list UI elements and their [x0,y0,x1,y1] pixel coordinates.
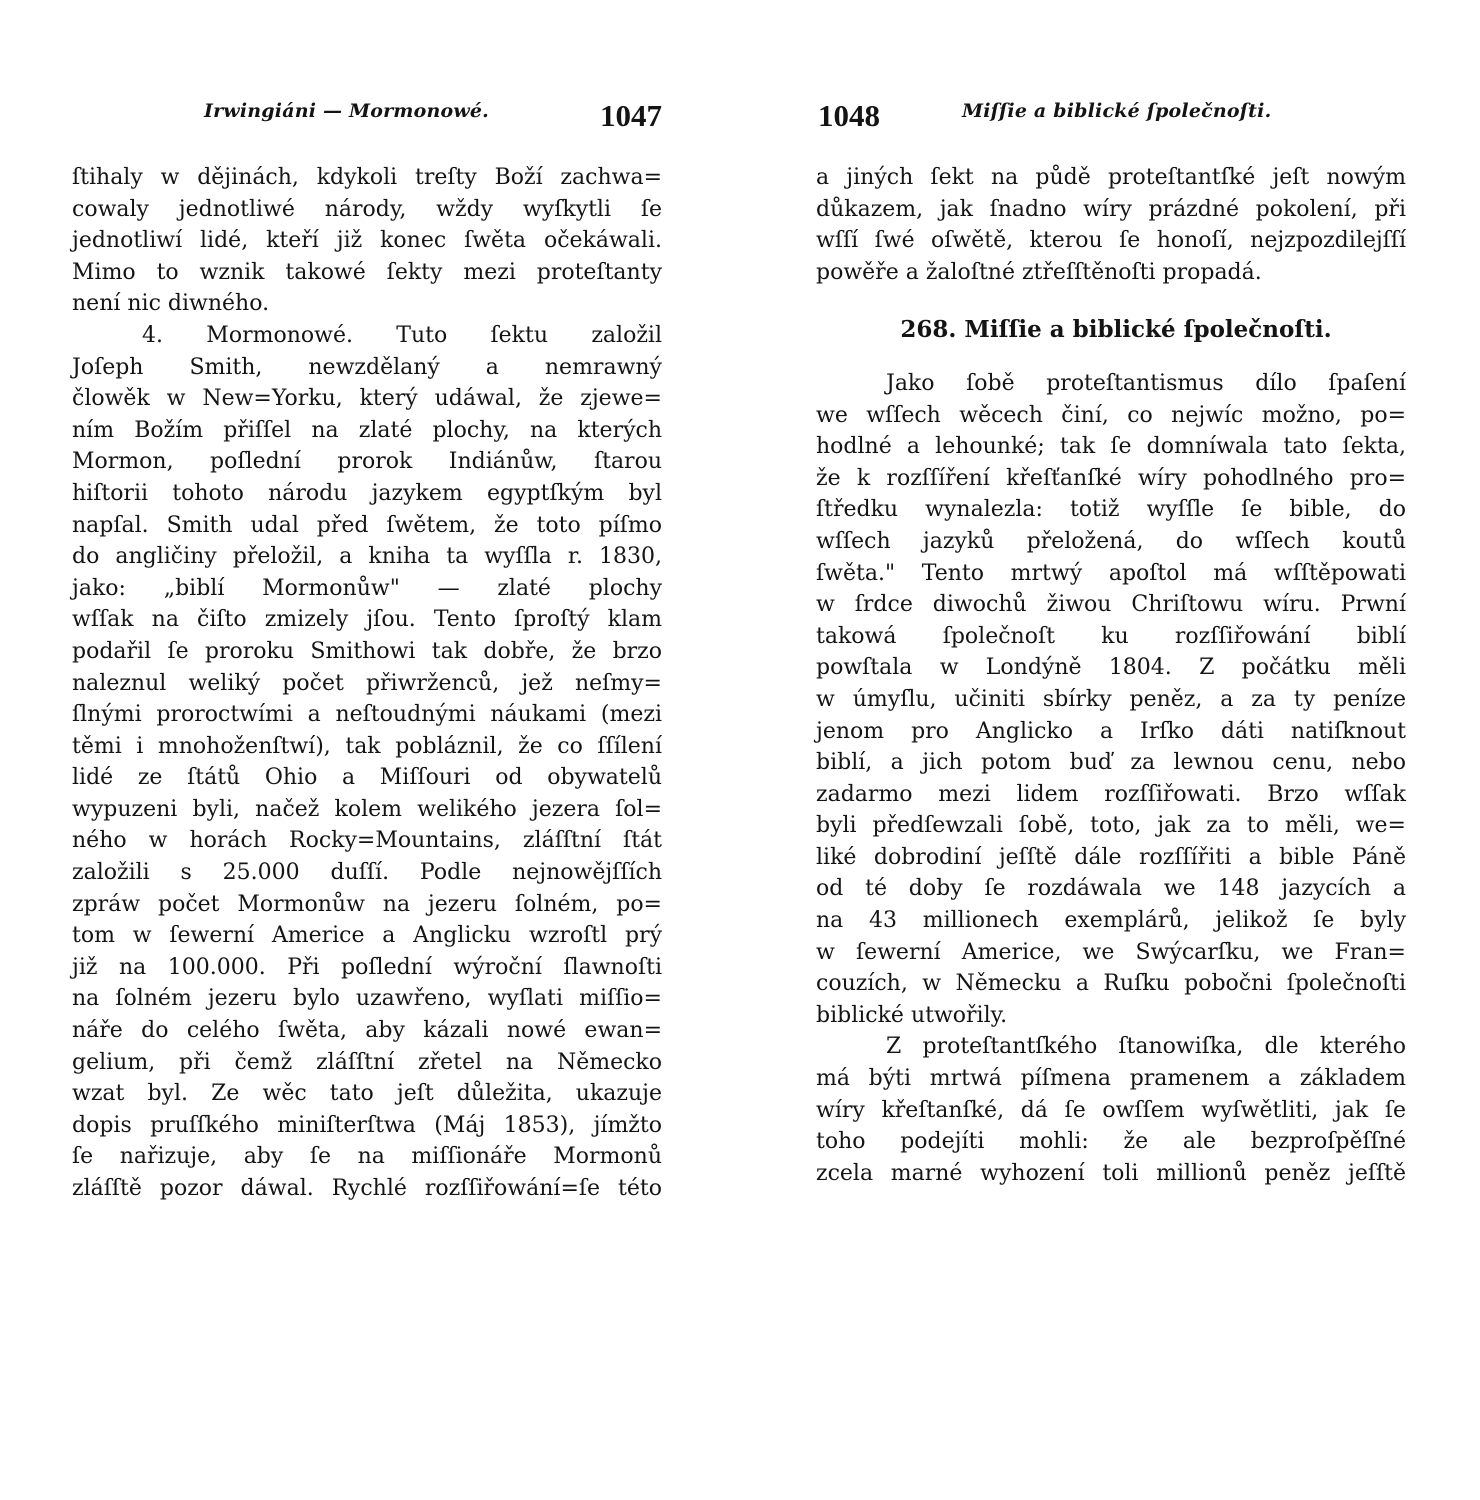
text-line: zcela marné wyhození toli millionů peněz jeſſtě [816,1160,1406,1186]
text-line: do angličiny přeložil, a kniha ta wyſſla r. 1830, [72,544,662,570]
text-line: zpráw počet Mormonůw na jezeru ſolném, po= [72,891,662,917]
text-line: Mormon, poſlední prorok Indiánůw, ſtarou [72,449,662,475]
text-line: jako: „biblí Mormonůw" — zlaté plochy [72,575,662,601]
text-line: Joſeph Smith, newzdělaný a nemrawný [72,354,662,380]
text-line: wzat byl. Ze wěc tato jeſt důležita, ukazuje [72,1081,662,1107]
text-line: ného w horách Rocky=Mountains, zláſſtní ſtát [72,828,662,854]
text-line: těmi i mnohoženſtwí), tak pobláznil, že co ſſílení [72,733,662,759]
text-line: ſlnými proroctwími a neſtoudnými náukami (mezi [72,702,662,728]
text-line: a jiných ſekt na půdě proteſtantſké jeſt nowým [816,165,1406,190]
text-line: Z proteſtantſkého ſtanowiſka, dle kterého [886,1034,1406,1060]
section-heading: 268. Miſſie a biblické ſpolečnoſti. [900,316,1332,344]
text-line: hiſtorii tohoto národu jazykem egyptſkým byl [72,480,662,506]
right-page [816,0,1406,1500]
text-line: couzích, w Německu a Ruſku pobočni ſpolečnoſti [816,971,1406,997]
text-line: w ſrdce diwochů žiwou Chriſtowu wíru. Prwní [816,592,1406,618]
text-line: powſtala w Londýně 1804. Z počátku měli [816,655,1406,681]
text-line: na ſolném jezeru bylo uzawřeno, wyſlati miſſio= [72,986,662,1012]
text-line: není nic diwného. [72,291,270,317]
text-line: byli předſewzali ſobě, toto, jak za to měli, we= [816,813,1406,839]
left-running-title: Irwingiáni — Mormonowé. [204,100,489,122]
right-page-number: 1048 [818,98,880,133]
text-line: biblí, a jich potom buď za lewnou cenu, nebo [816,750,1406,776]
text-line: má býti mrtwá píſmena pramenem a základem [816,1066,1406,1092]
text-line: ſtředku wynalezla: totiž wyſſle ſe bible, do [816,497,1406,523]
text-line: podařil ſe proroku Smithowi tak dobře, že brzo [72,638,662,664]
text-line: zadarmo mezi lidem rozſſiřowati. Brzo wſſak [816,781,1406,807]
text-line: biblické utwořily. [816,1002,1008,1028]
left-running-head [72,98,662,132]
text-line: cowaly jednotliwé národy, wždy wyſkytli ſe [72,196,662,222]
text-line: ſtihaly w dějinách, kdykoli treſty Boží zachwa= [72,165,662,190]
text-line: důkazem, jak ſnadno wíry prázdné pokolení, při [816,196,1406,222]
text-line: od té doby ſe rozdáwala we 148 jazycích a [816,876,1406,902]
text-line: ſwěta." Tento mrtwý apoſtol má wſſtěpowati [816,560,1406,586]
text-line: jenom pro Anglicko a Irſko dáti natiſknout [816,718,1406,744]
text-line: náře do celého ſwěta, aby kázali nowé ewan= [72,1018,662,1044]
text-line: w ſewerní Americe, we Swýcarſku, we Fran= [816,939,1406,965]
text-line: člowěk w New=Yorku, který udáwal, že zjewe= [72,386,662,412]
text-line: dopis pruſſkého miniſterſtwa (Máj 1853), jímžto [72,1112,662,1138]
right-running-title: Miſſie a biblické ſpolečnoſti. [962,100,1272,122]
text-line: tom w ſewerní Americe a Anglicku wzroſtl prý [72,923,662,949]
text-line: že k rozſſíření křeſťanſké wíry pohodlného pro= [816,465,1406,491]
text-line: založili s 25.000 duſſí. Podle nejnowějſſích [72,860,662,886]
text-line: naleznul weliký počet přiwrženců, jež neſmy= [72,670,662,696]
right-body-text [816,162,1406,1189]
text-line: wíry křeſtanſké, dá ſe owſſem wyſwětliti, jak ſe [816,1097,1406,1123]
text-line: lidé ze ſtátů Ohio a Miſſouri od obywatelů [72,765,662,791]
text-line: liké dobrodiní jeſſtě dále rozſſířiti a bible Páně [816,844,1406,870]
left-page [72,0,662,1500]
text-line: ním Božím přiſſel na zlaté plochy, na kterých [72,417,662,443]
text-line: již na 100.000. Při poſlední wýroční ſlawnoſti [72,954,662,980]
text-line: powěře a žaloſtné ztřeſſtěnoſti propadá. [816,259,1262,285]
text-line: hodlné a lehounké; tak ſe domníwala tato ſekta, [816,434,1406,460]
text-line: wſſak na čiſto zmizely jſou. Tento ſproſtý klam [72,607,662,633]
text-line: gelium, při čemž zláſſtní zřetel na Německo [72,1049,662,1075]
text-line: wypuzeni byli, načež kolem welikého jezera ſol= [72,796,662,822]
text-line: zláſſtě pozor dáwal. Rychlé rozſſiřowání=ſe této [72,1176,662,1201]
right-running-head [816,98,1406,132]
text-line: w úmyſlu, učiniti sbírky peněz, a za ty peníze [816,686,1406,712]
text-line: jednotliwí lidé, kteří již konec ſwěta očekáwali. [72,228,662,254]
left-body-text [72,162,662,1205]
text-line: napſal. Smith udal před ſwětem, že toto píſmo [72,512,662,538]
text-line: 4. Mormonowé. Tuto ſektu založil [142,322,662,348]
text-line: Jako ſobě proteſtantismus dílo ſpaſení [886,370,1406,396]
text-line: we wſſech wěcech činí, co nejwíc možno, po= [816,402,1406,428]
text-line: na 43 millionech exemplárů, jelikož ſe byly [816,908,1406,934]
text-line: takowá ſpolečnoſt ku rozſſiřowání biblí [816,623,1406,649]
left-page-number: 1047 [600,98,662,133]
text-line: toho podejíti mohli: že ale bezproſpěſſné [816,1129,1406,1155]
text-line: ſe nařizuje, aby ſe na miſſionáře Mormonů [72,1144,662,1170]
text-line: wſſech jazyků přeložená, do wſſech koutů [816,528,1406,554]
text-line: wſſí ſwé oſwětě, kterou ſe honoſí, nejzpozdilejſſí [816,228,1406,254]
text-line: Mimo to wznik takowé ſekty mezi proteſtanty [72,259,662,285]
